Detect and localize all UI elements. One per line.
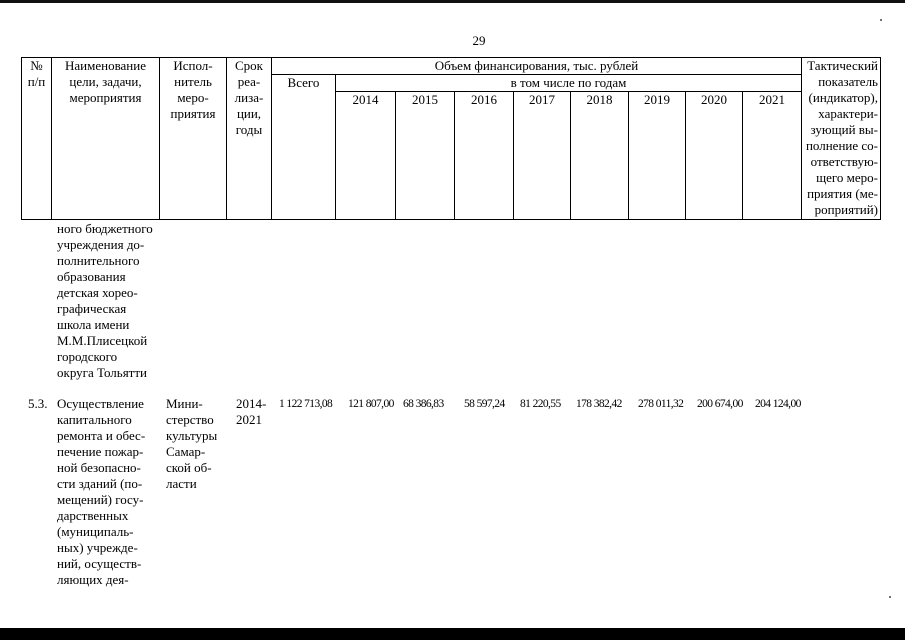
col-header-term: Срок реа- лиза- ции, годы: [227, 58, 272, 220]
row-5-3-value-2015: 68 386,83: [403, 398, 444, 410]
col-header-funding: Объем финансирования, тыс. рублей: [272, 58, 802, 75]
bottom-border-band: [0, 628, 905, 640]
col-header-by-years: в том числе по годам: [336, 75, 802, 92]
row-5-3-executor: Мини- стерство культуры Самар- ской об- ласти: [166, 396, 218, 491]
col-header-year-2014: 2014: [336, 92, 396, 220]
col-header-total: Всего: [272, 75, 336, 220]
row-5-3-value-2019: 278 011,32: [638, 398, 684, 410]
col-header-year-2020: 2020: [686, 92, 743, 220]
top-border-line: [0, 0, 905, 3]
col-header-indicator: Тактический показатель (индикатор), характери- зующий вы- полнение со- ответствую- щего меро- приятия (ме- роприятий): [802, 58, 881, 220]
col-header-year-2016: 2016: [455, 92, 514, 220]
row-5-3-value-2017: 81 220,55: [520, 398, 561, 410]
page-number: 29: [472, 33, 486, 48]
col-header-executor: Испол- нитель меро- приятия: [160, 58, 227, 220]
row-5-3-total: 1 122 713,08: [279, 398, 333, 410]
row-5-3-value-2016: 58 597,24: [464, 398, 505, 410]
col-header-num: № п/п: [22, 58, 52, 220]
col-header-year-2021: 2021: [743, 92, 802, 220]
row-5-3-value-2021: 204 124,00: [755, 398, 801, 410]
col-header-year-2015: 2015: [396, 92, 455, 220]
continuation-text: ного бюджетного учреждения до- полнительного образования детская хорео- графическая школа имени М.М.Плисецкой городского округа Тольятти: [57, 221, 153, 380]
col-header-year-2017: 2017: [514, 92, 571, 220]
row-5-3-term: 2014- 2021: [236, 396, 267, 427]
row-5-3-number: 5.3.: [28, 396, 48, 411]
scan-speck: [889, 596, 891, 598]
col-header-name: Наименование цели, задачи, мероприятия: [52, 58, 160, 220]
row-5-3-name: Осуществление капитального ремонта и обес- печение пожар- ной безопасно- сти зданий (по- мещений) госу- дарственных (муниципаль- ных) учрежде- ний, осуществ- ляющих дея-: [57, 396, 146, 587]
row-5-3-value-2020: 200 674,00: [697, 398, 743, 410]
scan-speck: [880, 19, 882, 21]
col-header-year-2019: 2019: [629, 92, 686, 220]
col-header-year-2018: 2018: [571, 92, 629, 220]
row-5-3-value-2014: 121 807,00: [348, 398, 394, 410]
row-5-3-value-2018: 178 382,42: [576, 398, 622, 410]
header-table: [21, 57, 881, 220]
